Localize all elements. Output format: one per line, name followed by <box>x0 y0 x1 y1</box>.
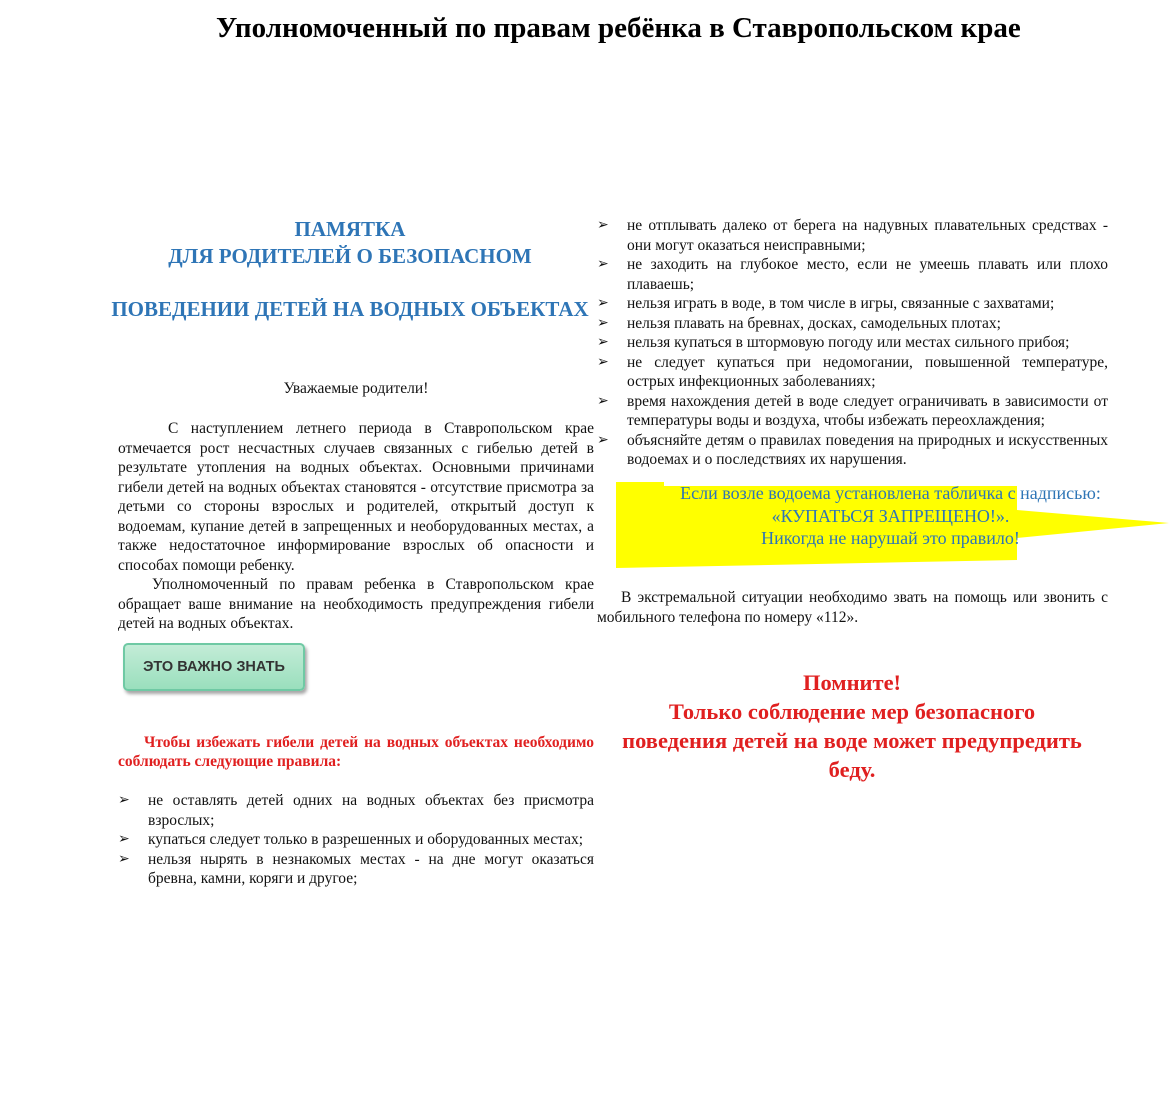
arrow-bullet-icon: ➢ <box>118 792 130 808</box>
rule-text: нельзя нырять в незнакомых местах - на дне могут оказаться бревна, камни, коряги и другое; <box>148 850 594 887</box>
arrow-bullet-icon: ➢ <box>597 256 609 272</box>
list-item <box>597 333 1108 353</box>
list-item <box>597 216 1108 255</box>
rules-list-right <box>597 216 1108 470</box>
arrow-bullet-icon: ➢ <box>597 295 609 311</box>
remember-line-4: беду. <box>828 757 876 782</box>
rule-text: нельзя купаться в штормовую погоду или местах сильного прибоя; <box>627 334 1070 351</box>
remember-line-3: поведения детей на воде может предупредить <box>622 728 1082 753</box>
rule-text: не оставлять детей одних на водных объектах без присмотра взрослых; <box>148 792 594 829</box>
arrow-bullet-icon: ➢ <box>118 850 130 867</box>
rule-text: объясняйте детям о правилах поведения на природных и искусственных водоемах и о последствиях их нарушения. <box>627 431 1108 468</box>
list-item <box>597 294 1108 314</box>
warning-line-1: Если возле водоема установлена табличка с надписью: <box>680 483 1101 503</box>
rules-intro <box>118 733 594 771</box>
intro-text <box>118 419 594 634</box>
list-item <box>118 850 594 889</box>
arrow-bullet-icon: ➢ <box>597 431 609 448</box>
emergency-note: В экстремальной ситуации необходимо звать на помощь или звонить с мобильного телефона по номеру «112». <box>597 589 1108 626</box>
rule-text: не следует купаться при недомогании, повышенной температуре, острых инфекционных заболеваниях; <box>627 353 1108 390</box>
arrow-bullet-icon: ➢ <box>597 353 609 370</box>
list-item <box>118 830 594 850</box>
important-info-button[interactable]: ЭТО ВАЖНО ЗНАТЬ <box>123 643 305 691</box>
remember-line-2: Только соблюдение мер безопасного <box>668 699 1036 724</box>
list-item <box>597 431 1108 470</box>
list-item <box>597 314 1108 334</box>
arrow-bullet-icon: ➢ <box>597 334 609 350</box>
rule-text: не заходить на глубокое место, если не умеешь плавать или плохо плаваешь; <box>627 256 1108 293</box>
memo-heading-line-2: ДЛЯ РОДИТЕЛЕЙ О БЕЗОПАСНОМ <box>168 244 532 268</box>
list-item <box>597 353 1108 392</box>
intro-paragraph-2: Уполномоченный по правам ребенка в Ставропольском крае обращает ваше внимание на необходимость предупреждения гибели детей на водных объектах. <box>118 576 594 632</box>
warning-text <box>612 482 1169 550</box>
warning-line-2: «КУПАТЬСЯ ЗАПРЕЩЕНО!». <box>771 505 1010 526</box>
list-item <box>597 255 1108 294</box>
arrow-bullet-icon: ➢ <box>597 217 609 233</box>
list-item <box>597 392 1108 431</box>
remember-note <box>596 668 1108 784</box>
memo-heading-spacer <box>90 270 610 296</box>
rule-text: нельзя играть в воде, в том числе в игры, связанные с захватами; <box>627 295 1055 312</box>
page-title: Уполномоченный по правам ребёнка в Ставропольском крае <box>216 12 1021 44</box>
rules-intro-text: Чтобы избежать гибели детей на водных объектах необходимо соблюдать следующие правила: <box>118 734 594 770</box>
memo-heading-line-3: ПОВЕДЕНИИ ДЕТЕЙ НА ВОДНЫХ ОБЪЕКТАХ <box>111 297 589 321</box>
arrow-bullet-icon: ➢ <box>118 831 130 847</box>
greeting: Уважаемые родители! <box>283 380 429 397</box>
remember-line-1: Помните! <box>802 670 902 695</box>
warning-line-3: Никогда не нарушай это правило! <box>761 528 1020 548</box>
rule-text: время нахождения детей в воде следует ограничивать в зависимости от температуры воды и воздуха, чтобы избежать переохлаждения; <box>627 392 1108 429</box>
rules-list-left <box>118 791 594 889</box>
warning-callout <box>612 482 1169 570</box>
arrow-bullet-icon: ➢ <box>597 314 609 331</box>
rule-text: нельзя плавать на бревнах, досках, самодельных плотах; <box>627 314 1001 332</box>
memo-heading <box>90 216 610 323</box>
intro-paragraph-1: С наступлением летнего периода в Ставропольском крае отмечается рост несчастных случаев связанных с гибелью детей в результате утопления на водных объектах. Основными причинами гибели детей на водных объектах становятся - отсутствие присмотра за детьми со стороны взрослых и родителей, открытый доступ к водоемам, купание детей в запрещенных и необорудованных местах, а также недостаточное информирование взрослых об опасности и способах помощи ребенку. <box>118 420 594 574</box>
memo-heading-line-1: ПАМЯТКА <box>294 217 406 241</box>
rule-text: купаться следует только в разрешенных и оборудованных местах; <box>148 831 584 848</box>
list-item <box>118 791 594 830</box>
rule-text: не отплывать далеко от берега на надувных плавательных средствах - они могут оказаться неисправными; <box>627 217 1108 254</box>
arrow-bullet-icon: ➢ <box>597 392 609 409</box>
